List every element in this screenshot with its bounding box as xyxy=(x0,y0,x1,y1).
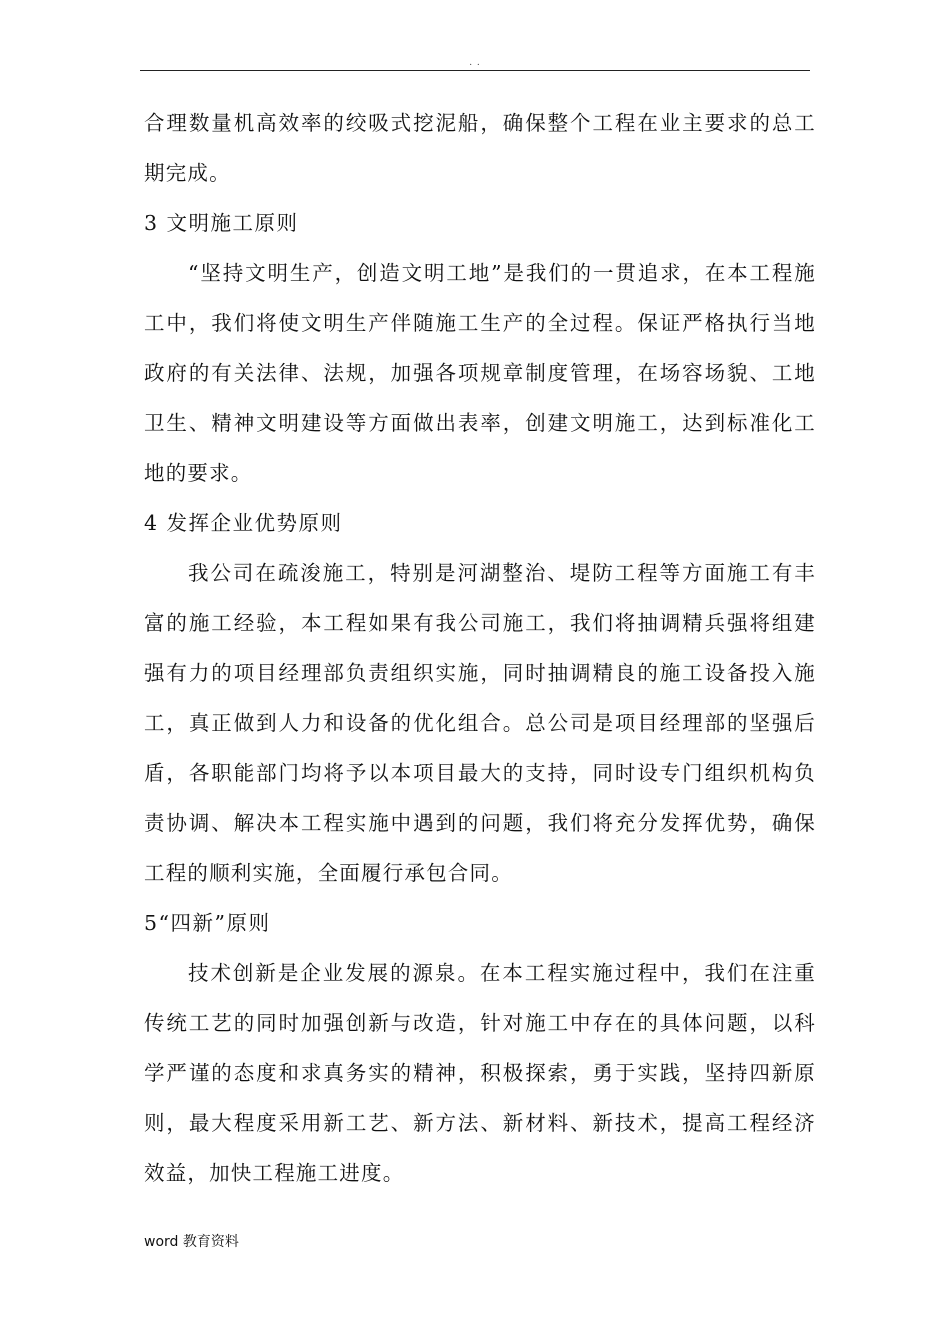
document-body xyxy=(144,98,816,1198)
header-divider xyxy=(140,70,810,71)
section-heading-5: 5“四新”原则 xyxy=(144,911,271,935)
section-heading-3: 3 文明施工原则 xyxy=(144,211,299,235)
section-heading-4: 4 发挥企业优势原则 xyxy=(144,511,343,535)
paragraph-four-new-principle: 技术创新是企业发展的源泉。在本工程实施过程中，我们在注重传统工艺的同时加强创新与改造，针对施工中存在的具体问题，以科学严谨的态度和求真务实的精神，积极探索，勇于实践，坚持四新原则，最大程度采用新工艺、新方法、新材料、新技术，提高工程经济效益，加快工程施工进度。 xyxy=(144,961,816,1185)
paragraph-civilized-construction: “坚持文明生产，创造文明工地”是我们的一贯追求，在本工程施工中，我们将使文明生产伴随施工生产的全过程。保证严格执行当地政府的有关法律、法规，加强各项规章制度管理，在场容场貌、工地卫生、精神文明建设等方面做出表率，创建文明施工，达到标准化工地的要求。 xyxy=(144,261,816,485)
page-header-marker: . . xyxy=(469,58,481,68)
page-footer: word 教育资料 xyxy=(144,1234,239,1250)
paragraph-enterprise-advantage: 我公司在疏浚施工，特别是河湖整治、堤防工程等方面施工有丰富的施工经验，本工程如果有我公司施工，我们将抽调精兵强将组建强有力的项目经理部负责组织实施，同时抽调精良的施工设备投入施工，真正做到人力和设备的优化组合。总公司是项目经理部的坚强后盾，各职能部门均将予以本项目最大的支持，同时设专门组织机构负责协调、解决本工程实施中遇到的问题，我们将充分发挥优势，确保工程的顺利实施，全面履行承包合同。 xyxy=(144,561,816,885)
paragraph-continuation: 合理数量机高效率的绞吸式挖泥船，确保整个工程在业主要求的总工期完成。 xyxy=(144,111,816,185)
